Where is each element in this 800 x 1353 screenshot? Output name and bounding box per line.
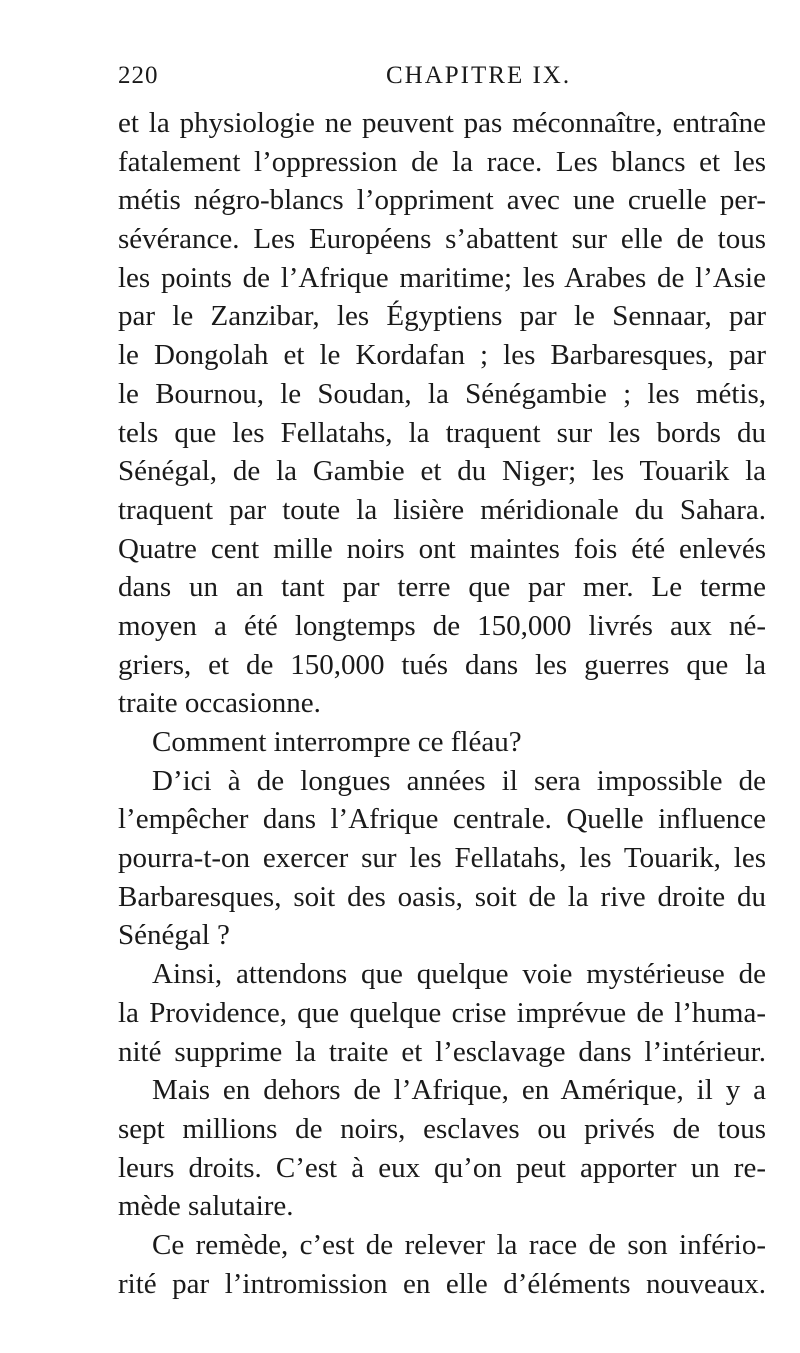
text-line: dans un an tant par terre que par mer. Le terme (118, 571, 766, 604)
text-line: Mais en dehors de l’Afrique, en Amérique, il y a (152, 1074, 766, 1107)
text-line: Barbaresques, soit des oasis, soit de la rive droite du (118, 880, 766, 913)
text-line: nité supprime la traite et l’esclavage dans l’intérieur. (118, 1035, 766, 1068)
text-line: les points de l’Afrique maritime; les Arabes de l’Asie (118, 261, 766, 294)
text-line: la Providence, que quelque crise imprévue de l’huma- (118, 996, 766, 1029)
text-line: métis négro-blancs l’oppriment avec une cruelle per- (118, 184, 766, 217)
text-line: Sénégal, de la Gambie et du Niger; les Touarik la (118, 455, 766, 488)
text-line: par le Zanzibar, les Égyptiens par le Sennaar, par (118, 300, 766, 333)
body-text (118, 104, 766, 1303)
text-line: le Dongolah et le Kordafan ; les Barbaresques, par (118, 339, 766, 372)
text-line: Quatre cent mille noirs ont maintes fois été enlevés (118, 532, 766, 565)
text-line: D’ici à de longues années il sera impossible de (152, 764, 766, 797)
text-line: mède salutaire. (118, 1190, 294, 1223)
text-line: traquent par toute la lisière méridionale du Sahara. (118, 493, 766, 526)
text-line: moyen a été longtemps de 150,000 livrés aux né- (118, 609, 766, 642)
text-line: Comment interrompre ce fléau? (152, 726, 522, 758)
running-head (118, 62, 766, 96)
chapter-title: CHAPITRE IX. (386, 62, 572, 89)
text-line: traite occasionne. (118, 687, 321, 720)
text-line: sévérance. Les Européens s’abattent sur elle de tous (118, 223, 766, 256)
text-line: rité par l’intromission en elle d’éléments nouveaux. (118, 1267, 766, 1300)
page-number: 220 (118, 62, 159, 89)
text-line: Ainsi, attendons que quelque voie mystérieuse de (152, 958, 766, 991)
text-line: Sénégal ? (118, 919, 230, 952)
text-line: l’empêcher dans l’Afrique centrale. Quelle influence (118, 803, 766, 836)
text-line: leurs droits. C’est à eux qu’on peut apporter un re- (118, 1151, 766, 1184)
text-line: sept millions de noirs, esclaves ou privés de tous (118, 1112, 766, 1145)
text-line: Ce remède, c’est de relever la race de son infério- (152, 1228, 766, 1261)
text-line: griers, et de 150,000 tués dans les guerres que la (118, 648, 766, 681)
text-line: le Bournou, le Soudan, la Sénégambie ; les métis, (118, 377, 766, 410)
text-line: fatalement l’oppression de la race. Les blancs et les (118, 145, 766, 178)
text-line: tels que les Fellatahs, la traquent sur les bords du (118, 416, 766, 449)
text-line: pourra-t-on exercer sur les Fellatahs, les Touarik, les (118, 842, 766, 875)
text-line: et la physiologie ne peuvent pas méconnaître, entraîne (118, 107, 766, 139)
